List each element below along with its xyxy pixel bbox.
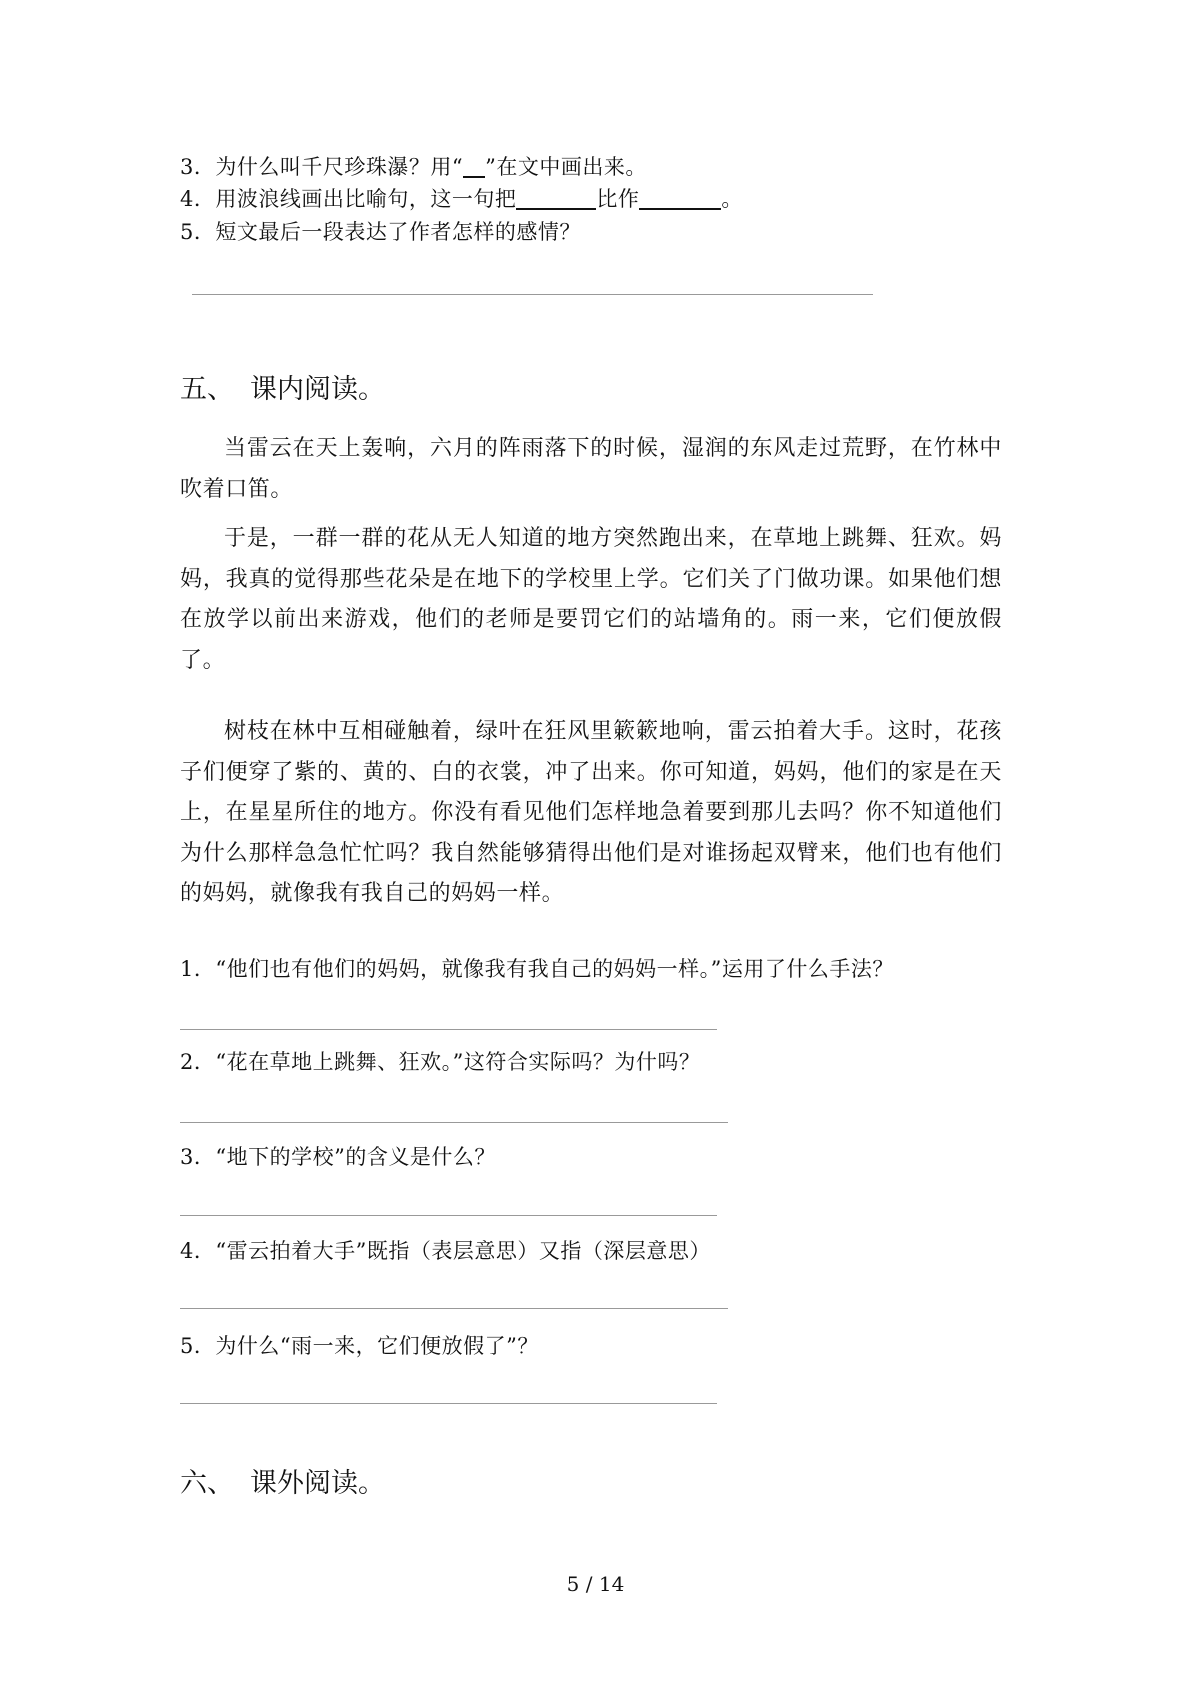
passage-paragraph-2: 于是，一群一群的花从无人知道的地方突然跑出来，在草地上跳舞、狂欢。妈妈，我真的觉得那些花朵是在地下的学校里上学。它们关了门做功课。如果他们想在放学以前出来游戏，他们的老师是要罚它们的站墙角的。雨一来，它们便放假了。	[180, 526, 1002, 673]
section-heading-6: 六、 课外阅读。	[180, 1468, 385, 1499]
question-1: 1．“他们也有他们的妈妈，就像我有我自己的妈妈一样。”运用了什么手法？	[180, 957, 894, 981]
passage-paragraph-3: 树枝在林中互相碰触着，绿叶在狂风里簌簌地响，雷云拍着大手。这时，花孩子们便穿了紫的、黄的、白的衣裳，冲了出来。你可知道，妈妈，他们的家是在天上，在星星所住的地方。你没有看见他们怎样地急着要到那儿去吗？你不知道他们为什么那样急急忙忙吗？我自然能够猜得出他们是对谁扬起双臂来，他们也有他们的妈妈，就像我有我自己的妈妈一样。	[180, 719, 1002, 906]
answer-line[interactable]	[180, 1403, 717, 1404]
question-4-prev: 4．用波浪线画出比喻句，这一句把 比作 。	[180, 187, 743, 211]
answer-blank-1[interactable]	[516, 186, 596, 210]
page-number: 5 / 14	[566, 1572, 625, 1596]
question-5-prev: 5．短文最后一段表达了作者怎样的感情？	[180, 220, 581, 244]
question-3: 3．“地下的学校”的含义是什么？	[180, 1145, 496, 1169]
answer-line[interactable]	[180, 1029, 717, 1030]
answer-blank-2[interactable]	[639, 186, 721, 210]
answer-line[interactable]	[180, 1308, 728, 1309]
answer-line[interactable]	[192, 294, 873, 295]
question-4: 4．“雷云拍着大手”既指（表层意思）又指（深层意思）	[180, 1239, 711, 1263]
answer-line[interactable]	[180, 1215, 717, 1216]
question-5: 5．为什么“雨一来，它们便放假了”？	[180, 1334, 539, 1358]
answer-line[interactable]	[180, 1122, 728, 1123]
question-3-prev: 3．为什么叫千尺珍珠瀑？用“ ”在文中画出来。	[180, 155, 647, 179]
section-heading-5: 五、 课内阅读。	[180, 374, 385, 405]
question-2: 2．“花在草地上跳舞、狂欢。”这符合实际吗？为什吗？	[180, 1050, 701, 1074]
passage-paragraph-1: 当雷云在天上轰响，六月的阵雨落下的时候，湿润的东风走过荒野，在竹林中吹着口笛。	[180, 436, 1002, 502]
answer-blank[interactable]	[463, 154, 485, 178]
